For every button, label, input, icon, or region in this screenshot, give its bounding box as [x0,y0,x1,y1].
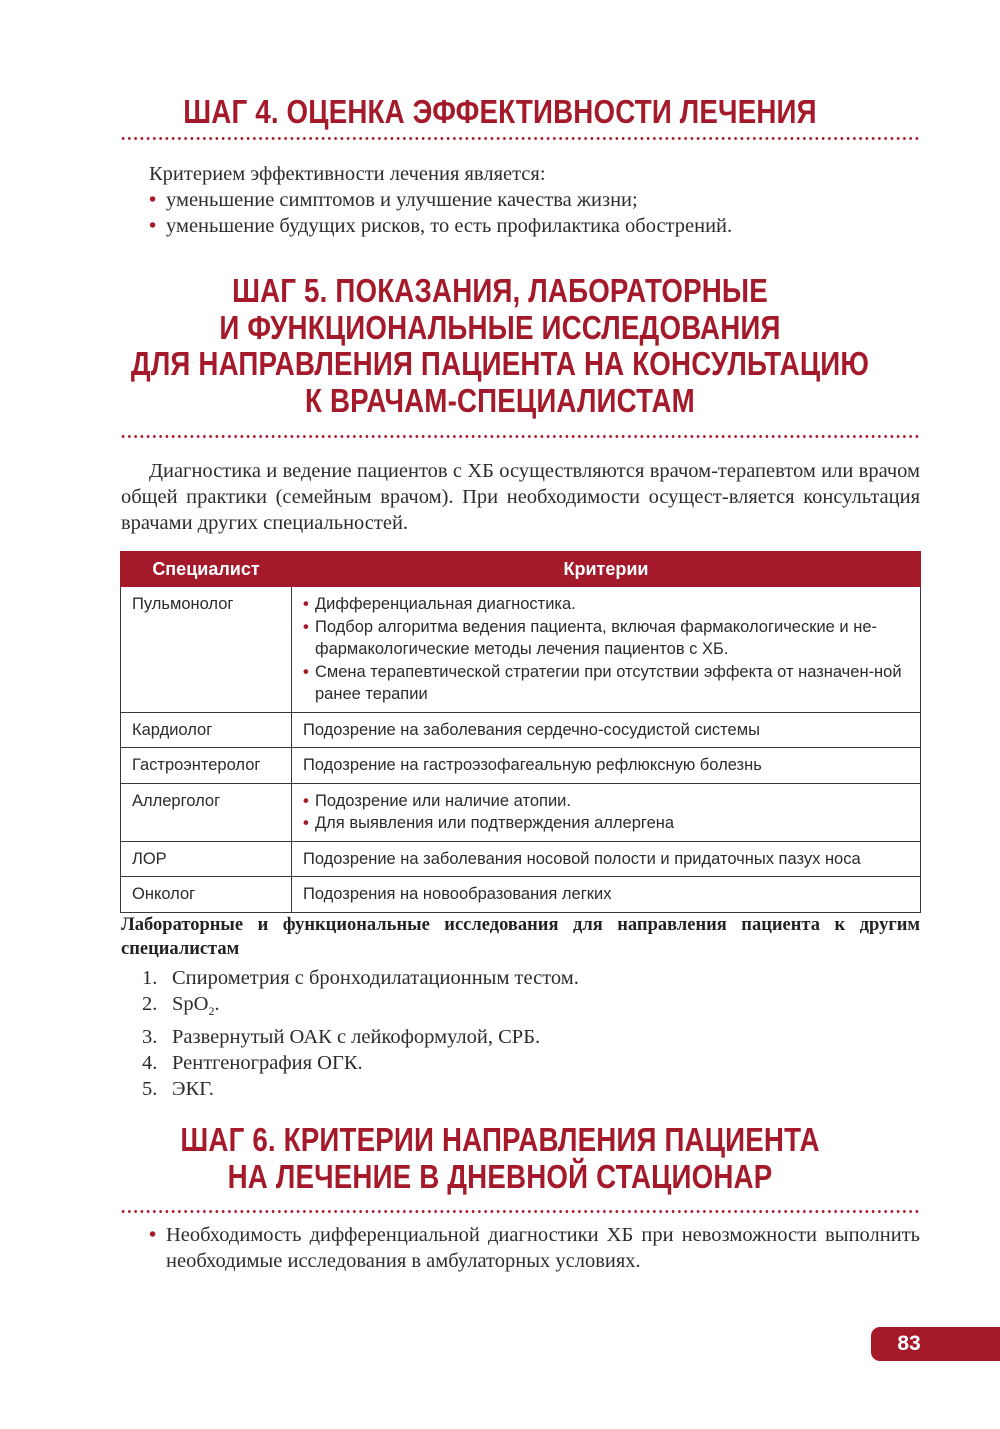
step6-bullet [121,1222,920,1274]
criteria-item: • Подбор алгоритма ведения пациента, включая фармакологические и не-фармакологические методы лечения пациентов с ХБ. [303,616,910,661]
step6-heading-line: ШАГ 6. КРИТЕРИИ НАПРАВЛЕНИЯ ПАЦИЕНТА [180,1121,820,1158]
table-header-row [121,552,921,587]
criteria-cell: Подозрение на гастроэзофагеальную рефлюксную болезнь [292,748,921,784]
step6-bullet-text: Необходимость дифференциальной диагностики ХБ при невозможности выполнить необходимые исследования в амбулаторных условиях. [166,1224,920,1272]
step4-body [121,161,920,239]
criteria-item: • Дифференциальная диагностика. [303,593,910,616]
bullet-icon: • [149,215,157,237]
specialist-cell: ЛОР [121,841,292,877]
criteria-cell: Подозрения на новообразования легких [292,877,921,913]
bullet-icon: • [149,189,157,211]
list-item-number: 5. [142,1078,158,1101]
step5-heading-line: К ВРАЧАМ-СПЕЦИАЛИСТАМ [305,381,695,419]
criteria-item: • Подозрение или наличие атопии. [303,790,910,813]
table-row [121,587,921,713]
page-number: 83 [897,1332,921,1355]
criteria-cell: Подозрение на заболевания сердечно-сосудистой системы [292,712,921,748]
step6-heading [80,1122,920,1195]
list-item-number: 4. [142,1052,158,1075]
table-row [121,712,921,748]
list-item-text: Рентгенография ОГК. [172,1052,363,1075]
list-item [142,965,579,991]
criteria-item: • Для выявления или подтверждения аллергена [303,812,910,835]
specialist-cell: Кардиолог [121,712,292,748]
list-item-number: 1. [142,967,158,989]
step4-bullet-text: уменьшение симптомов и улучшение качества жизни; [166,189,638,211]
step5-heading-line: И ФУНКЦИОНАЛЬНЫЕ ИССЛЕДОВАНИЯ [219,308,781,346]
criteria-cell [292,783,921,841]
table-row [121,783,921,841]
list-item-text: ЭКГ. [172,1078,214,1101]
table-row [121,877,921,913]
criteria-cell [292,587,921,713]
list-item-subscript: 2 [208,1004,215,1019]
list-item-text: SpO [172,993,209,1015]
page-number-tab [871,1327,1000,1361]
list-item [142,1076,579,1102]
step5-heading-line: ШАГ 5. ПОКАЗАНИЯ, ЛАБОРАТОРНЫЕ [232,272,768,309]
lab-tests-title: Лабораторные и функциональные исследования для направления пациента к другим специалистам [121,915,920,959]
list-item-number: 2. [142,993,158,1015]
specialist-cell: Аллерголог [121,783,292,841]
list-item [142,1024,579,1050]
criteria-item: • Смена терапевтической стратегии при отсутствии эффекта от назначен-ной ранее терапии [303,661,910,706]
list-item [142,1050,579,1076]
step6-dotted-divider [120,1209,920,1214]
specialist-cell: Гастроэнтеролог [121,748,292,784]
list-item-text: Развернутый ОАК с лейкоформулой, СРБ. [172,1026,541,1049]
table-header-specialist: Специалист [121,552,292,587]
step4-intro: Критерием эффективности лечения является: [149,163,546,185]
lab-tests-list [142,965,579,1102]
table-row [121,841,921,877]
step5-paragraph: Диагностика и ведение пациентов с ХБ осуществляются врачом-терапевтом или врачом общей практики (семейным врачом). При необходимости осущест-вляется консультация врачами других специальностей. [121,460,920,534]
list-item-number: 3. [142,1026,158,1049]
step4-bullet [121,187,920,213]
list-item-text: Спирометрия с бронходилатационным тестом. [172,967,579,989]
specialist-cell: Онколог [121,877,292,913]
step4-bullet-text: уменьшение будущих рисков, то есть профилактика обострений. [166,215,733,237]
list-item-suffix: . [214,993,220,1015]
criteria-cell: Подозрение на заболевания носовой полости и придаточных пазух носа [292,841,921,877]
bullet-icon: • [149,1224,157,1246]
table-row [121,748,921,784]
table-header-criteria: Критерии [292,552,921,587]
specialist-table [120,551,921,913]
step6-body [121,1222,920,1274]
step4-dotted-divider [120,136,920,141]
step4-heading: ШАГ 4. ОЦЕНКА ЭФФЕКТИВНОСТИ ЛЕЧЕНИЯ [183,93,817,130]
step5-heading-line: ДЛЯ НАПРАВЛЕНИЯ ПАЦИЕНТА НА КОНСУЛЬТАЦИЮ [130,345,870,382]
step5-dotted-divider [120,434,920,439]
step6-heading-line: НА ЛЕЧЕНИЕ В ДНЕВНОЙ СТАЦИОНАР [227,1157,773,1195]
specialist-cell: Пульмонолог [121,587,292,713]
step5-heading [80,273,920,419]
step4-bullet [121,213,920,239]
list-item [142,991,579,1024]
